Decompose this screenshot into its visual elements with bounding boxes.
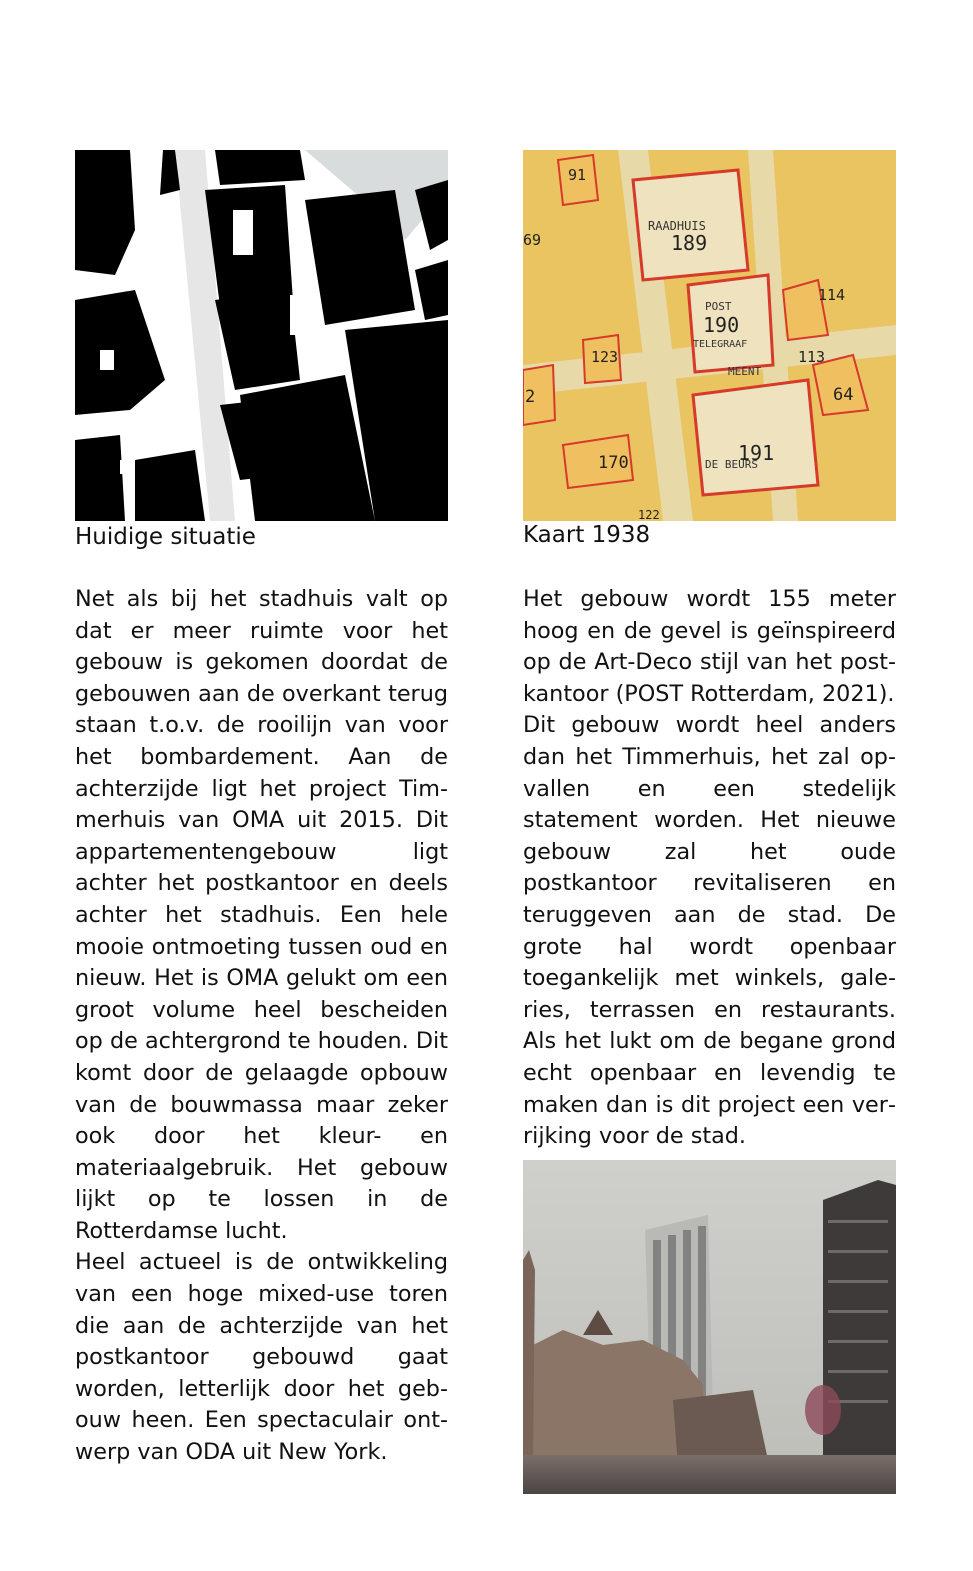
left-paragraph-2: Heel actueel is de ontwikkeling van een hoge mixed-use toren die aan de achterzijde van het postkantoor gebouwd gaat worden, letterlijk door het gebouw heen. Een spectaculair ontwerp van ODA uit New York. (75, 1249, 448, 1466)
map-label-post: POST (705, 300, 732, 313)
historic-map-1938 (523, 150, 896, 521)
left-paragraph-1: Net als bij het stadhuis valt op dat er meer ruimte voor het gebouw is gekomen doordat de gebouwen aan de overkant terug staan t.o.v. de rooilijn van voor het bombardement. Aan de achterzijde ligt het project Timmerhuis van OMA uit 2015. Dit appartementengebouw ligt achter het postkantoor en deels achter het stadhuis. Een hele mooie ontmoeting tussen oud en nieuw. Het is OMA gelukt om een groot volume heel bescheiden op de achtergrond te houden. Dit komt door de gelaagde opbouw van de bouwmassa maar zeker ook door het kleur- en materiaalgebruik. Het gebouw lijkt op te lossen in de Rotterdamse lucht. (75, 586, 448, 1244)
map-label-114: 114 (818, 286, 846, 304)
current-situation-caption: Huidige situatie (75, 524, 256, 550)
map-label-123: 123 (591, 348, 619, 366)
right-paragraph-1: Het gebouw wordt 155 meter hoog en de gevel is geïnspireerd op de Art-Deco stijl van het postkantoor (POST Rotterdam, 2021). (523, 586, 896, 707)
current-situation-map (75, 150, 448, 521)
map-label-190: 190 (703, 313, 740, 337)
map-label-170: 170 (598, 453, 629, 473)
map-label-189: 189 (671, 231, 708, 255)
tower-render-image (523, 1160, 896, 1494)
map-label-telegraaf: TELEGRAAF (693, 339, 748, 350)
map-label-2: 2 (525, 387, 536, 407)
right-paragraph-2: Dit gebouw wordt heel anders dan het Timmerhuis, het zal opvallen en een stedelijk statement worden. Het nieuwe gebouw zal het oude postkantoor revitaliseren en teruggeven aan de stad. De grote hal wordt openbaar toegankelijk met winkels, galeries, terrassen en restaurants. Als het lukt om de begane grond echt openbaar en levendig te maken dan is dit project een verrijking voor de stad. (523, 712, 896, 1150)
map-label-191: 191 (738, 441, 775, 465)
map-label-raadhuis: RAADHUIS (648, 219, 706, 233)
map-label-de-beurs: DE BEURS (705, 458, 758, 471)
map-label-122: 122 (638, 508, 660, 521)
map-label-69: 69 (523, 231, 542, 249)
map-label-113: 113 (798, 348, 826, 366)
historic-map-caption: Kaart 1938 (523, 522, 651, 548)
map-label-91: 91 (568, 166, 587, 184)
right-column-text (523, 584, 896, 1153)
map-label-64: 64 (833, 385, 854, 405)
left-column-text (75, 584, 448, 1469)
map-label-meent: MEENT (728, 365, 762, 378)
